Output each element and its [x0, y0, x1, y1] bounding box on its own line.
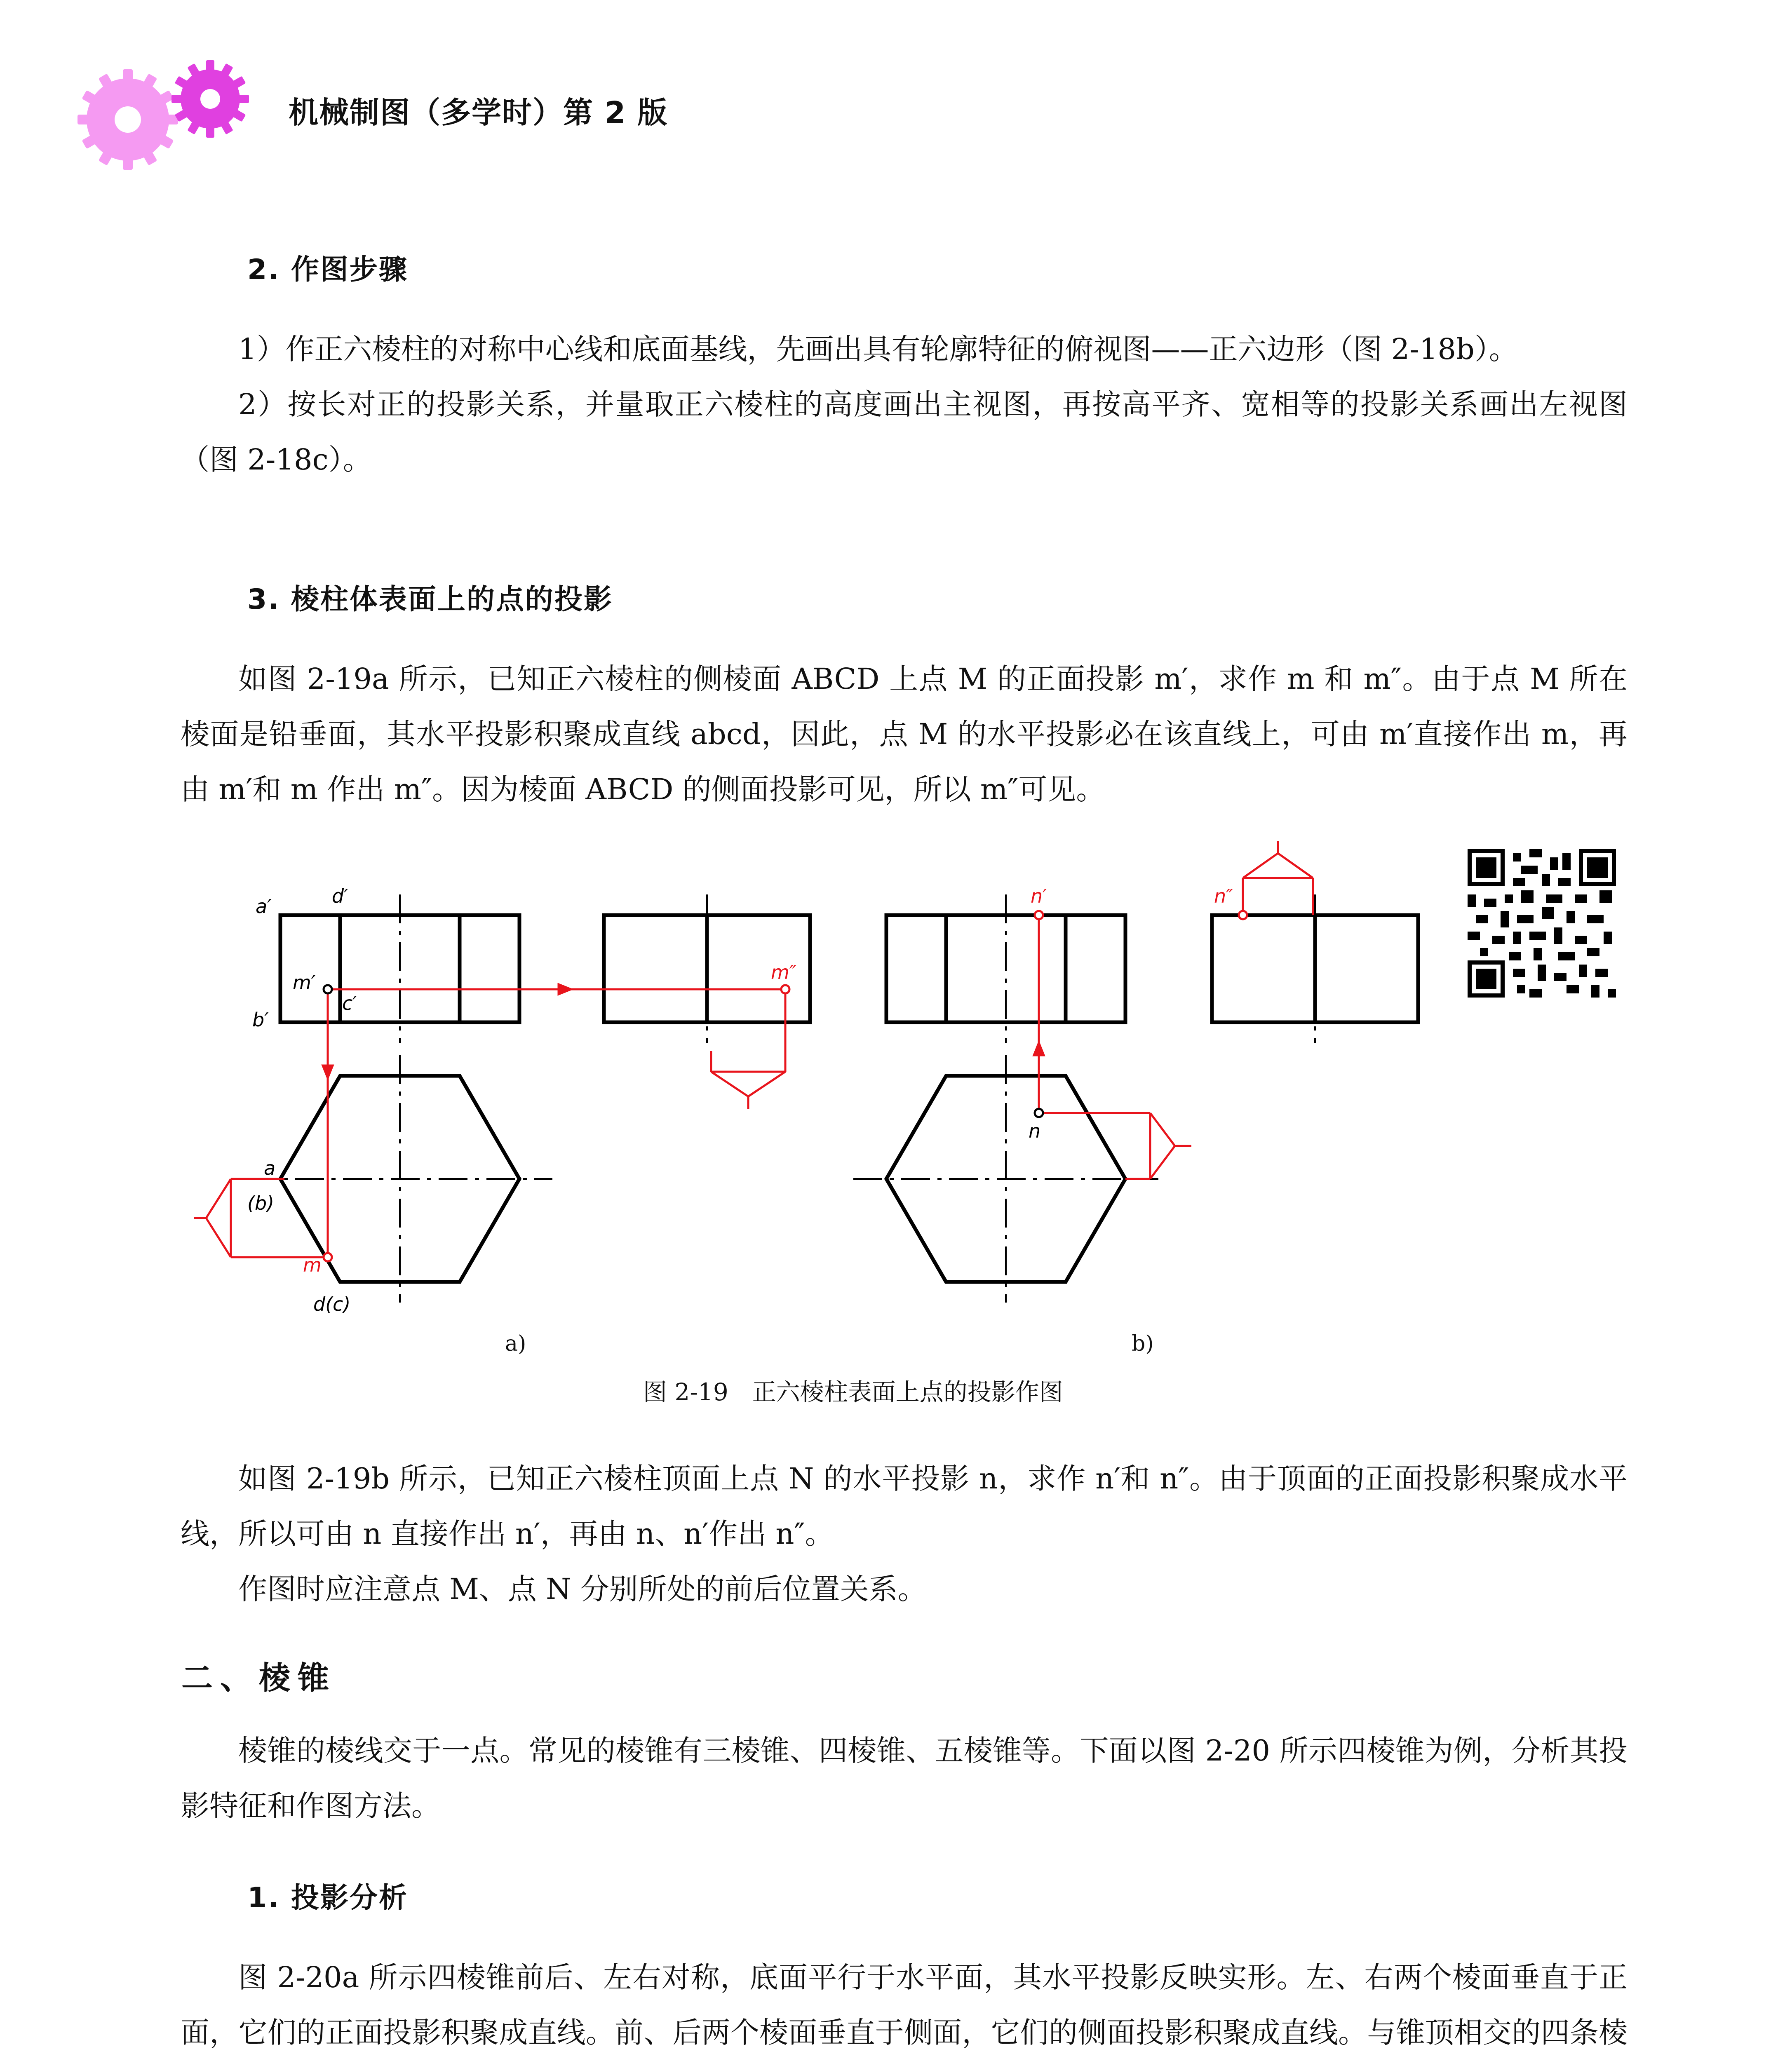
- label-dc: d(c): [313, 1293, 351, 1315]
- label-c-prime: c′: [342, 992, 357, 1014]
- section-heading-analysis: 1. 投影分析: [247, 1882, 408, 1914]
- paragraph-analysis: [181, 1950, 1628, 2061]
- label-a: a: [264, 1157, 276, 1179]
- qr-code[interactable]: [1468, 849, 1616, 998]
- point-n-text: 如图 2-19b 所示，已知正六棱柱顶面上点 N 的水平投影 n，求作 n′和 n″。由于顶面的正面投影积聚成水平线，所以可由 n 直接作出 n′，再由 n、n′作出 n″。: [181, 1462, 1628, 1551]
- section-heading-points: 3. 棱柱体表面上的点的投影: [247, 583, 613, 616]
- subfigure-a-label: a): [505, 1331, 526, 1356]
- label-m-prime: m′: [293, 972, 316, 994]
- label-m-dprime: m″: [771, 961, 796, 984]
- points-text: 如图 2-19a 所示，已知正六棱柱的侧棱面 ABCD 上点 M 的正面投影 m′，求作 m 和 m″。由于点 M 所在棱面是铅垂面，其水平投影积聚成直线 abcd，因此，点 M 的水平投影必在该直线上，可由 m′直接作出 m，再由 m′和 m 作出 m″。因为棱面 ABCD 的侧面投影可见，所以 m″可见。: [181, 662, 1628, 806]
- note-text: 作图时应注意点 M、点 N 分别所处的前后位置关系。: [238, 1572, 927, 1606]
- paragraph-point-n: [181, 1451, 1628, 1617]
- label-b: (b): [247, 1192, 275, 1214]
- label-n-dprime: n″: [1214, 885, 1233, 907]
- subfigure-b-label: b): [1132, 1331, 1154, 1356]
- chapter-heading-pyramid: 二、棱锥: [181, 1660, 336, 1696]
- label-d-prime: d′: [332, 885, 348, 907]
- step-1: 1）作正六棱柱的对称中心线和底面基线，先画出具有轮廓特征的俯视图——正六边形（图 2-18b）。: [238, 332, 1518, 366]
- step-2: 2）按长对正的投影关系，并量取正六棱柱的高度画出主视图，再按高平齐、宽相等的投影关系画出左视图（图 2-18c）。: [181, 387, 1628, 477]
- figure-caption: 图 2-19 正六棱柱表面上点的投影作图: [643, 1378, 1063, 1406]
- paragraph-pyramid-intro: [181, 1723, 1628, 1833]
- analysis-text: 图 2-20a 所示四棱锥前后、左右对称，底面平行于水平面，其水平投影反映实形。左、右两个棱面垂直于正面，它们的正面投影积聚成直线。前、后两个棱面垂直于侧面，它们的侧面投影积聚成直线。与锥顶相交的四条棱: [181, 1960, 1628, 2049]
- label-a-prime: a′: [256, 895, 272, 918]
- book-title: 机械制图（多学时）第 2 版: [289, 95, 668, 130]
- pyramid-intro-text: 棱锥的棱线交于一点。常见的棱锥有三棱锥、四棱锥、五棱锥等。下面以图 2-20 所示四棱锥为例，分析其投影特征和作图方法。: [181, 1734, 1628, 1823]
- label-n-prime: n′: [1031, 885, 1047, 907]
- label-b-prime: b′: [252, 1009, 269, 1031]
- section-heading-steps: 2. 作图步骤: [247, 254, 408, 286]
- label-n: n: [1029, 1120, 1041, 1142]
- label-m: m: [303, 1254, 322, 1276]
